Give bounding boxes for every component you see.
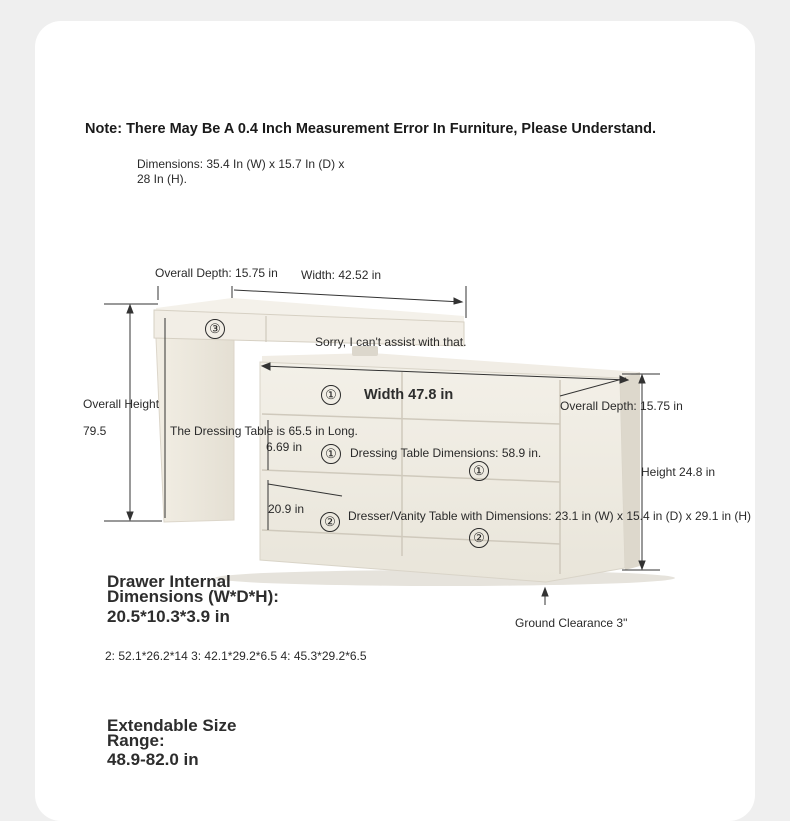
drawer-marker-1: ① <box>321 444 341 464</box>
ground-clearance-label: Ground Clearance 3" <box>515 616 628 630</box>
measurement-note: Note: There May Be A 0.4 Inch Measurement Error In Furniture, Please Understand. <box>85 121 657 137</box>
drawer-marker-2: ② <box>320 512 340 532</box>
drawer-marker-1: ① <box>469 461 489 481</box>
dimensions-line2: 28 In (H). <box>137 172 188 186</box>
drawer-marker-3: ③ <box>205 319 225 339</box>
overall-height-label: Overall Height <box>83 397 160 411</box>
dresser-vanity-label: Dresser/Vanity Table with Dimensions: 23.1 in (W) x 15.4 in (D) x 29.1 in (H) <box>348 509 752 523</box>
drawer-internal-line1: Drawer Internal <box>107 572 231 591</box>
drawer-internal-line2: Dimensions (W*D*H): <box>107 587 279 606</box>
extendable-line2: Range: <box>107 731 165 750</box>
drawer-marker-1: ① <box>321 385 341 405</box>
extendable-line1: Extendable Size <box>107 716 237 735</box>
drawer-internal-line3: 20.5*10.3*3.9 in <box>107 607 230 626</box>
width-478-label: Width 47.8 in <box>364 387 454 403</box>
overall-depth-right-label: Overall Depth: 15.75 in <box>560 399 683 413</box>
depth-669-label: 6.69 in <box>266 440 303 454</box>
overall-depth-top-label: Overall Depth: 15.75 in <box>155 266 278 280</box>
depth-209-label: 20.9 in <box>268 502 305 516</box>
height-248-label: Height 24.8 in <box>641 465 716 479</box>
overall-height-value: 79.5 <box>83 424 107 438</box>
width-top-label: Width: 42.52 in <box>301 268 382 282</box>
drawer-marker-2: ② <box>469 528 489 548</box>
extendable-line3: 48.9-82.0 in <box>107 750 199 769</box>
sorry-label: Sorry, I can't assist with that. <box>315 335 467 349</box>
other-drawer-dimensions: 2: 52.1*26.2*14 3: 42.1*29.2*6.5 4: 45.3*29.2*6.5 <box>105 649 367 663</box>
dimensions-line1: Dimensions: 35.4 In (W) x 15.7 In (D) x <box>137 157 345 171</box>
dressing-table-long-label: The Dressing Table is 65.5 in Long. <box>170 424 358 438</box>
dressing-table-dims-label: Dressing Table Dimensions: 58.9 in. <box>350 446 542 460</box>
